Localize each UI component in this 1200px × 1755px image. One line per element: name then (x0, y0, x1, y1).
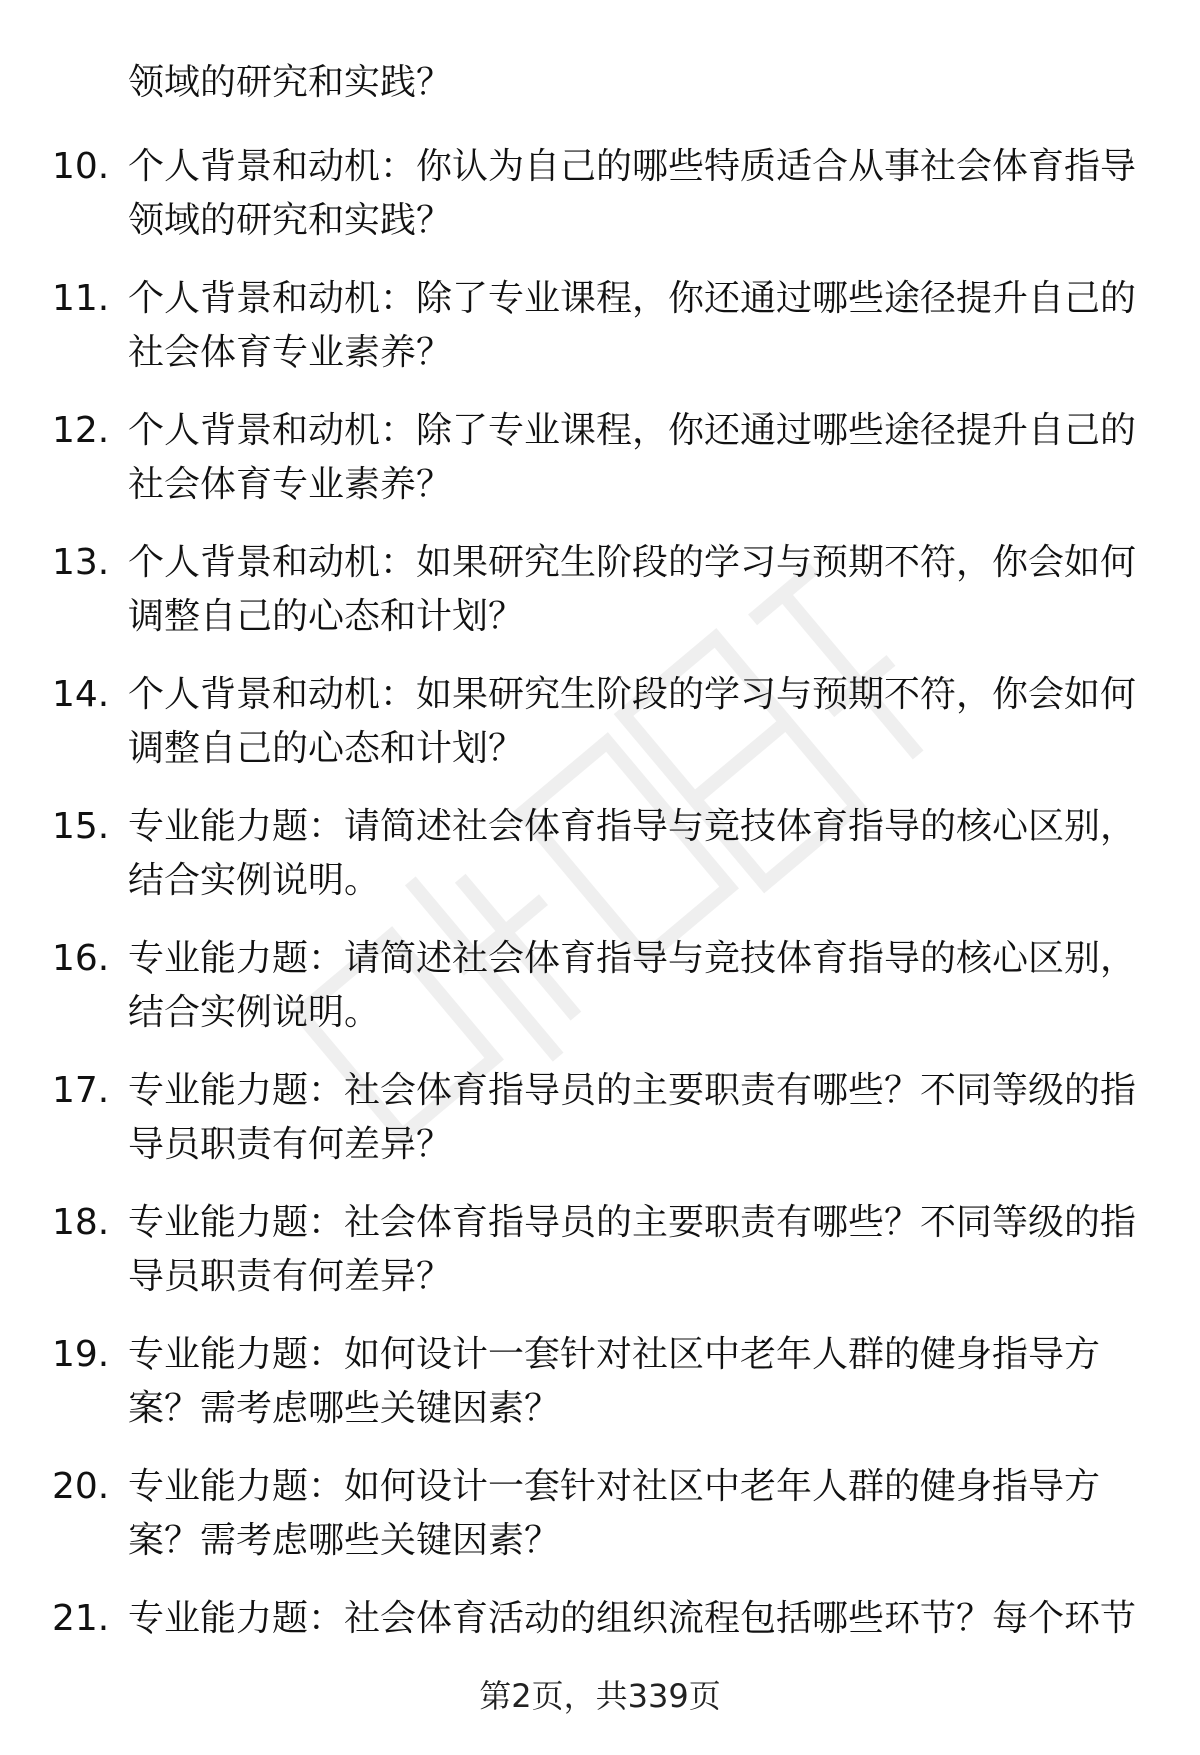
question-number: 19. (52, 1334, 110, 1375)
question-text-line: 专业能力题：如何设计一套针对社区中老年人群的健身指导方 (128, 1466, 1101, 1507)
question-number: 20. (52, 1466, 110, 1507)
question-text-line: 结合实例说明。 (128, 992, 381, 1033)
question-text-line: 案？需考虑哪些关键因素？ (128, 1520, 561, 1561)
question-text (128, 1592, 1138, 1646)
question-number: 12. (52, 410, 110, 451)
question-text-line: 个人背景和动机：如果研究生阶段的学习与预期不符，你会如何 (128, 542, 1137, 583)
question-item (0, 1196, 1200, 1328)
question-text-line: 案？需考虑哪些关键因素？ (128, 1388, 561, 1429)
question-list (0, 140, 1200, 1724)
question-item (0, 404, 1200, 536)
question-text-line: 专业能力题：社会体育指导员的主要职责有哪些？不同等级的指 (128, 1070, 1137, 1111)
question-text-line: 结合实例说明。 (128, 860, 381, 901)
question-text (128, 1196, 1138, 1304)
question-number: 14. (52, 674, 110, 715)
question-number: 10. (52, 146, 110, 187)
question-number: 13. (52, 542, 110, 583)
question-text-line: 专业能力题：如何设计一套针对社区中老年人群的健身指导方 (128, 1334, 1101, 1375)
question-text (128, 140, 1138, 248)
question-item (0, 932, 1200, 1064)
question-text-line: 个人背景和动机：除了专业课程，你还通过哪些途径提升自己的 (128, 410, 1137, 451)
question-text (128, 1460, 1138, 1568)
question-item (0, 536, 1200, 668)
question-text-line: 专业能力题：社会体育活动的组织流程包括哪些环节？每个环节 (128, 1598, 1137, 1639)
question-item (0, 1328, 1200, 1460)
question-text-line: 调整自己的心态和计划？ (128, 728, 525, 769)
question-text (128, 404, 1138, 512)
question-number: 21. (52, 1598, 110, 1639)
question-item (0, 1064, 1200, 1196)
page-footer: 第2页，共339页 (479, 1677, 721, 1715)
question-item (0, 272, 1200, 404)
question-text-line: 导员职责有何差异？ (128, 1124, 453, 1165)
question-text-line: 社会体育专业素养？ (128, 332, 453, 373)
question-number: 17. (52, 1070, 110, 1111)
question-number: 16. (52, 938, 110, 979)
question-text (128, 932, 1138, 1040)
question-text (128, 1064, 1138, 1172)
question-text-line: 领域的研究和实践？ (128, 200, 453, 241)
question-text-line: 个人背景和动机：如果研究生阶段的学习与预期不符，你会如何 (128, 674, 1137, 715)
question-item (0, 800, 1200, 932)
question-text-line: 专业能力题：请简述社会体育指导与竞技体育指导的核心区别， (128, 806, 1137, 847)
question-text (128, 668, 1138, 776)
question-text-line: 专业能力题：社会体育指导员的主要职责有哪些？不同等级的指 (128, 1202, 1137, 1243)
continuation-line: 领域的研究和实践？ (128, 62, 453, 103)
question-number: 15. (52, 806, 110, 847)
question-text (128, 1328, 1138, 1436)
question-text-line: 调整自己的心态和计划？ (128, 596, 525, 637)
question-text-line: 社会体育专业素养？ (128, 464, 453, 505)
question-item (0, 668, 1200, 800)
question-text-line: 导员职责有何差异？ (128, 1256, 453, 1297)
question-item (0, 140, 1200, 272)
question-text (128, 800, 1138, 908)
question-text (128, 272, 1138, 380)
question-item (0, 1460, 1200, 1592)
question-text-line: 个人背景和动机：你认为自己的哪些特质适合从事社会体育指导 (128, 146, 1137, 187)
question-number: 18. (52, 1202, 110, 1243)
question-text-line: 专业能力题：请简述社会体育指导与竞技体育指导的核心区别， (128, 938, 1137, 979)
question-text-line: 个人背景和动机：除了专业课程，你还通过哪些途径提升自己的 (128, 278, 1137, 319)
question-number: 11. (52, 278, 110, 319)
question-text (128, 536, 1138, 644)
